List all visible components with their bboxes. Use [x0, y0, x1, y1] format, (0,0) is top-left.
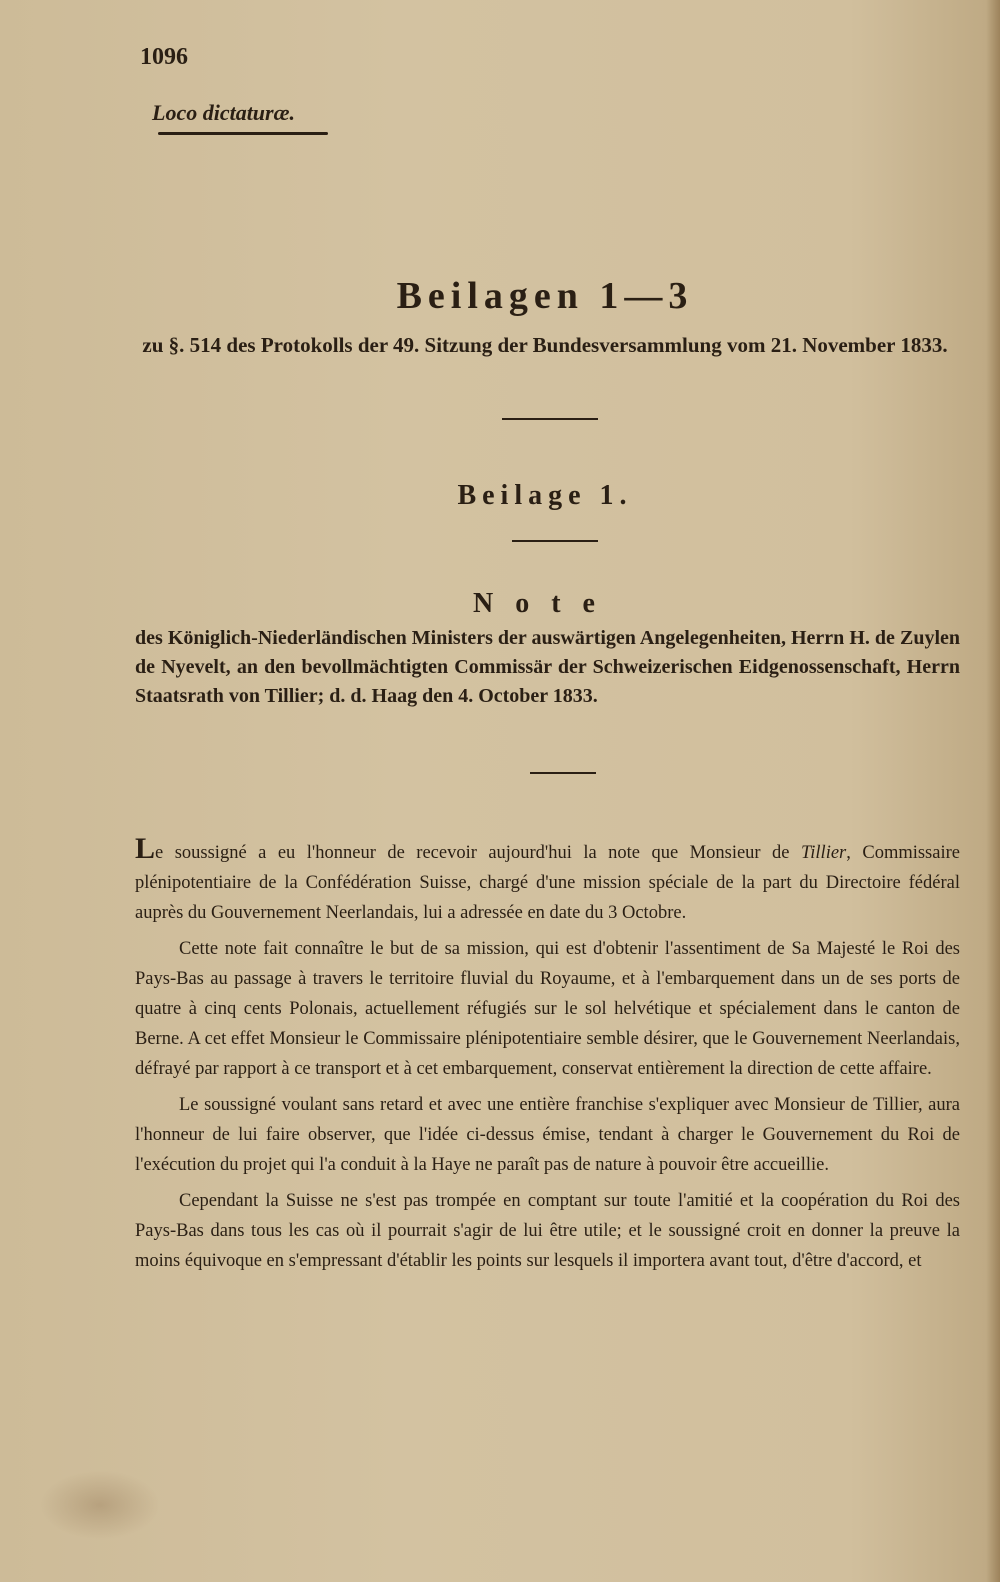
divider-rule — [530, 772, 596, 774]
paragraph: Cependant la Suisse ne s'est pas trompée en comptant sur toute l'amitié et la coopération du Roi des Pays-Bas dans tous les cas où il pourrait s'agir de lui être utile; et le soussigné croit en donner la preuve la moins équivoque en s'empressant d'établir les points sur lesquels il importera avant tout, d'être d'accord, et — [135, 1191, 960, 1271]
drop-cap: L — [135, 832, 156, 865]
letter-body — [135, 832, 960, 1282]
note-description: des Königlich-Niederländischen Ministers der auswärtigen Angelegenheiten, Herrn H. de Zuylen de Nyevelt, an den bevollmächtigten Commissär der Schweizerischen Eidgenossenschaft, Herrn Staatsrath von Tillier; d. d. Haag den 4. October 1833. — [135, 627, 960, 707]
paper-stain — [40, 1470, 160, 1540]
paragraph: Le soussigné voulant sans retard et avec une entière franchise s'expliquer avec Monsieur de Tillier, aura l'honneur de lui faire observer, que l'idée ci-dessus émise, tendant à charger le Gouvernement du Roi de l'exécution du projet qui l'a conduit à la Haye ne paraît pas de nature à pouvoir être accueillie. — [135, 1095, 960, 1175]
person-name: Tillier — [801, 843, 847, 863]
section-title: Beilage 1. — [457, 480, 633, 511]
running-head: Loco dictaturæ. — [152, 100, 295, 125]
divider-rule — [512, 540, 598, 542]
running-head-rule — [158, 132, 328, 135]
note-title: Note — [473, 588, 617, 619]
page-number: 1096 — [140, 44, 188, 70]
document-subtitle: zu §. 514 des Protokolls der 49. Sitzung der Bundesversammlung vom 21. November 1833. — [142, 333, 948, 357]
paragraph: Le soussigné a eu l'honneur de recevoir aujourd'hui la note que Monsieur de Tillier, Commissaire plénipotentiaire de la Confédération Suisse, chargé d'une mission spéciale de la part du Directoire fédéral auprès du Gouvernement Neerlandais, lui a adressée en date du 3 Octobre. — [135, 832, 960, 923]
document-title: Beilagen 1—3 — [396, 275, 694, 317]
page-edge-shadow — [986, 0, 1000, 1582]
divider-rule — [502, 418, 598, 420]
paragraph: Cette note fait connaître le but de sa mission, qui est d'obtenir l'assentiment de Sa Majesté le Roi des Pays-Bas au passage à travers le territoire fluvial du Royaume, et à l'embarquement dans un de ses ports de quatre à cinq cents Polonais, actuellement réfugiés sur le sol helvétique et spécialement dans le canton de Berne. A cet effet Monsieur le Commissaire plénipotentiaire semble désirer, que le Gouvernement Neerlandais, défrayé par rapport à ce transport et à cet embarquement, conservat entièrement la direction de cette affaire. — [135, 939, 960, 1079]
